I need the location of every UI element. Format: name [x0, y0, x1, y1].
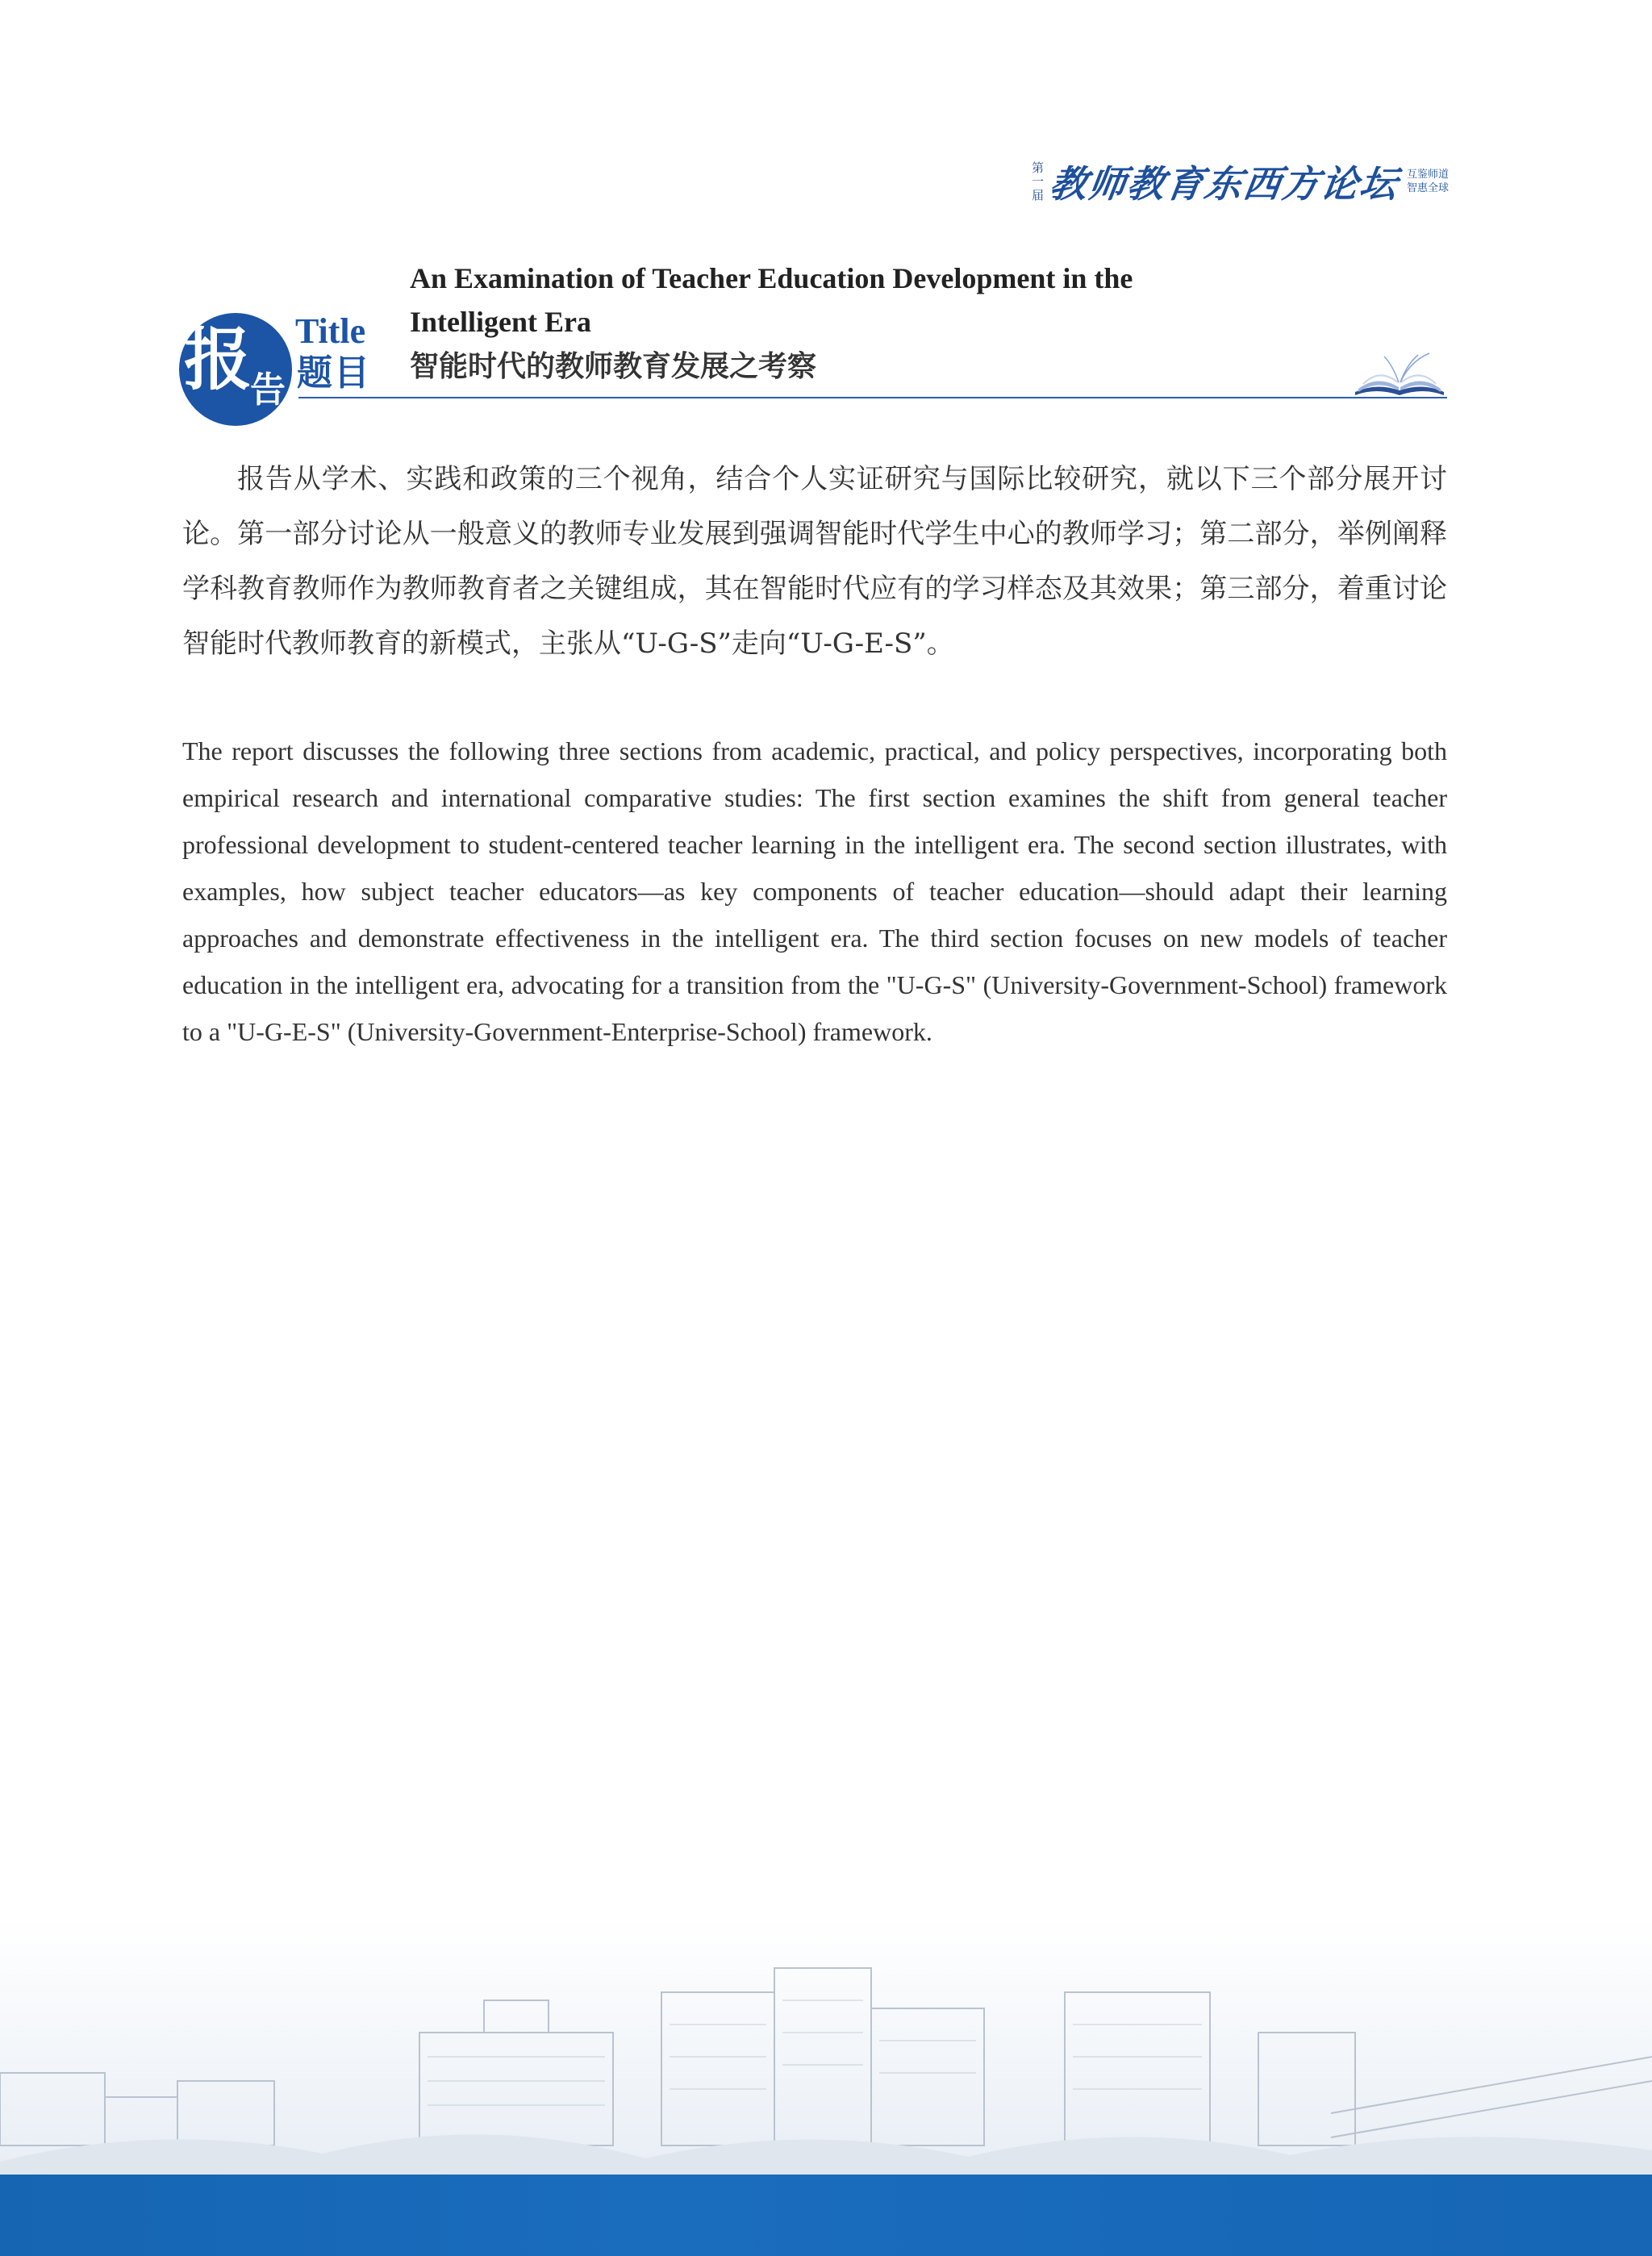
badge-char-bao: 报 — [184, 319, 252, 399]
open-book-icon — [1352, 350, 1447, 398]
abstract-cn: 报告从学术、实践和政策的三个视角，结合个人实证研究与国际比较研究，就以下三个部分展开讨论。第一部分讨论从一般意义的教师专业发展到强调智能时代学生中心的教师学习；第二部分，举例阐释学科教育教师作为教师教育者之关键组成，其在智能时代应有的学习样态及其效果；第三部分，着重讨论智能时代教师教育的新模式，主张从“U-G-S”走向“U-G-E-S”。 — [182, 463, 1447, 660]
forum-name: 教师教育东西方论坛 — [1046, 162, 1402, 206]
forum-logo — [1032, 158, 1449, 205]
footer-band — [0, 2175, 1652, 2256]
report-title-en: An Examination of Teacher Education Development in the Intelligent Era — [410, 262, 1133, 338]
report-title-cn: 智能时代的教师教育发展之考察 — [410, 350, 817, 383]
campus-skyline-illustration — [0, 1920, 1652, 2175]
badge-title-en: Title — [295, 311, 366, 351]
badge-title-cn: 题目 — [297, 352, 371, 394]
forum-edition: 第 一 届 — [1031, 160, 1044, 202]
abstract-en: The report discusses the following three sections from academic, practical, and policy perspectives, incorporating both empirical research and international comparative studies: The first section examines the shift from general teacher professional development to student-centered teacher learning in the intelligent era. The second section illustrates, with examples, how subject teacher educators—as key components of teacher education—should adapt their learning approaches and demonstrate effectiveness in the intelligent era. The third section focuses on new models of teacher education in the intelligent era, advocating for a transition from the "U-G-S" (University-Government-School) framework to a "U-G-E-S" (University-Government-Enterprise-School) framework. — [182, 736, 1447, 1046]
title-underline — [298, 397, 1447, 398]
badge-char-gao: 告 — [250, 369, 286, 411]
forum-slogan: 互鉴师道 智惠全球 — [1406, 169, 1449, 194]
